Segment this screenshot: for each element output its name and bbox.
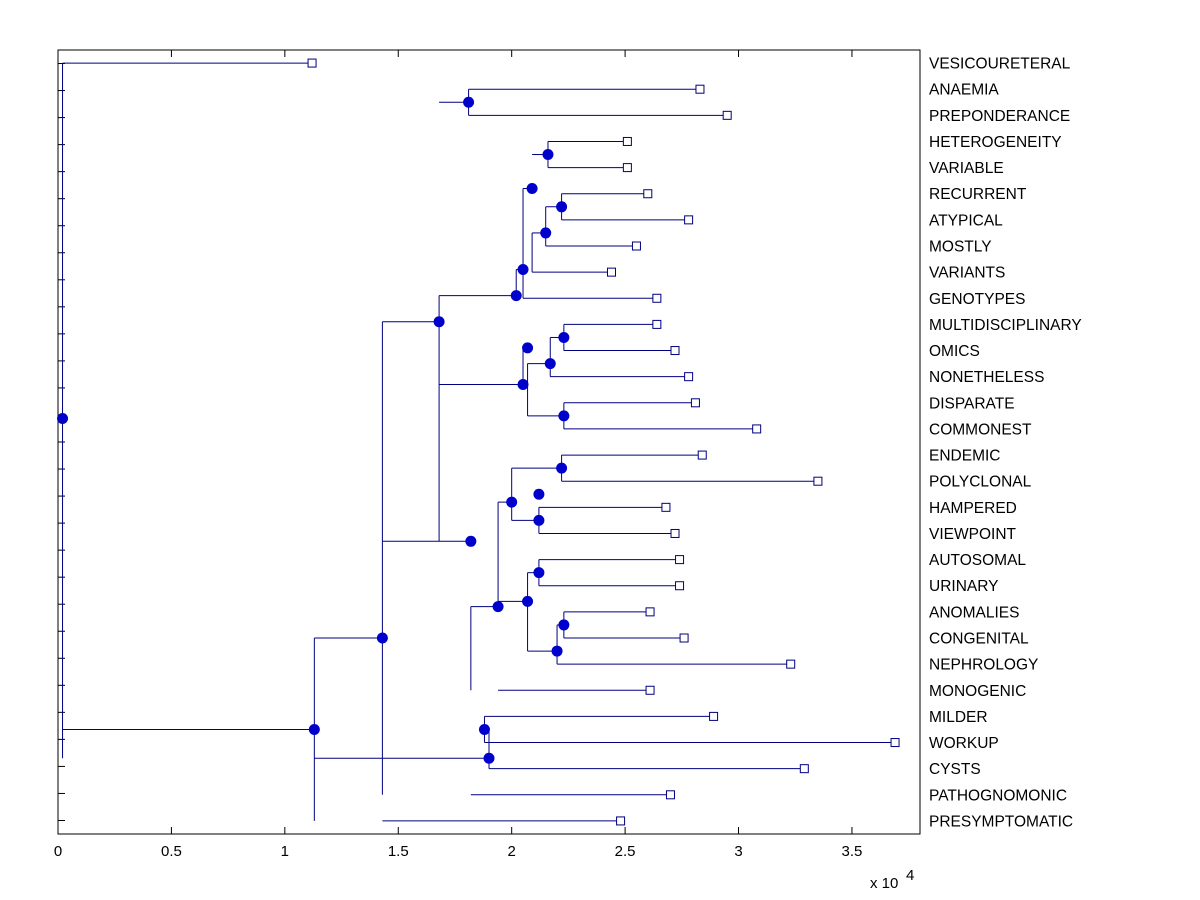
merge-node-marker [518,379,529,390]
merge-node-marker [511,290,522,301]
leaf-label: ANOMALIES [929,604,1020,622]
leaf-label: MULTIDISCIPLINARY [929,316,1082,334]
merge-node-marker [542,149,553,160]
leaf-label: MOSTLY [929,238,992,256]
merge-node-marker [545,358,556,369]
merge-node-marker [479,724,490,735]
leaf-marker [632,242,640,250]
merge-node-marker [558,410,569,421]
merge-node-marker [57,413,68,424]
leaf-marker [696,85,704,93]
leaf-marker [607,268,615,276]
leaf-label: VIEWPOINT [929,525,1016,543]
merge-node-marker [556,201,567,212]
leaf-marker [787,660,795,668]
leaf-label: OMICS [929,343,980,361]
merge-node-marker [522,596,533,607]
merge-node-marker [527,183,538,194]
leaf-label: ATYPICAL [929,212,1003,230]
leaf-label: URINARY [929,578,999,596]
leaf-marker [676,556,684,564]
leaf-marker [653,320,661,328]
leaf-marker [691,399,699,407]
merge-node-marker [309,724,320,735]
merge-node-marker [522,342,533,353]
leaf-label: GENOTYPES [929,290,1026,308]
leaf-marker [308,59,316,67]
merge-node-marker [506,497,517,508]
merge-node-marker [558,619,569,630]
leaf-label: VARIANTS [929,264,1006,282]
leaf-marker [653,294,661,302]
leaf-marker [698,451,706,459]
leaf-marker [671,529,679,537]
leaf-marker [623,137,631,145]
leaf-marker [646,686,654,694]
merge-node-marker [533,489,544,500]
leaf-label: CYSTS [929,761,981,779]
leaf-marker [814,477,822,485]
leaf-label: DISPARATE [929,395,1015,413]
leaf-marker [753,425,761,433]
x-tick-label: 2 [507,843,516,860]
merge-node-marker [434,316,445,327]
leaf-label: HETEROGENEITY [929,133,1062,151]
leaf-label: ANAEMIA [929,81,999,99]
merge-node-marker [533,515,544,526]
leaf-marker [666,791,674,799]
merge-node-marker [552,646,563,657]
x-axis-exponent-superscript: 4 [906,867,915,884]
leaf-marker [646,608,654,616]
leaf-label: CONGENITAL [929,630,1029,648]
leaf-marker [723,111,731,119]
x-tick-label: 1 [280,843,290,860]
leaf-label: PREPONDERANCE [929,107,1071,125]
leaf-label: PATHOGNOMONIC [929,787,1068,805]
leaf-label: VARIABLE [929,160,1004,178]
leaf-marker [623,164,631,172]
leaf-marker [710,712,718,720]
x-tick-label: 2.5 [614,843,636,860]
leaf-label: WORKUP [929,735,999,753]
leaf-label: NEPHROLOGY [929,656,1039,674]
leaf-marker [685,373,693,381]
merge-node-marker [465,536,476,547]
leaf-marker [671,347,679,355]
leaf-marker [676,582,684,590]
x-tick-label: 0.5 [160,843,182,860]
leaf-label: NONETHELESS [929,369,1045,387]
x-axis-exponent-label: x 10 [870,875,899,892]
leaf-label: COMMONEST [929,421,1032,439]
leaf-label: MILDER [929,708,988,726]
merge-node-marker [377,633,388,644]
merge-node-marker [484,753,495,764]
x-tick-label: 1.5 [387,843,409,860]
leaf-label: HAMPERED [929,499,1017,517]
x-tick-label: 0 [53,843,63,860]
merge-node-marker [518,264,529,275]
leaf-marker [617,817,625,825]
leaf-label: MONOGENIC [929,682,1027,700]
merge-node-marker [540,227,551,238]
leaf-label: POLYCLONAL [929,473,1032,491]
leaf-label: PRESYMPTOMATIC [929,813,1074,831]
leaf-marker [644,190,652,198]
leaf-label: VESICOURETERAL [929,55,1071,73]
leaf-marker [685,216,693,224]
x-tick-label: 3.5 [841,843,863,860]
merge-node-marker [533,567,544,578]
leaf-marker [662,503,670,511]
leaf-marker [800,765,808,773]
leaf-label: RECURRENT [929,186,1027,204]
leaf-label: ENDEMIC [929,447,1001,465]
merge-node-marker [463,97,474,108]
merge-node-marker [493,601,504,612]
x-tick-label: 3 [734,843,743,860]
merge-node-marker [556,463,567,474]
merge-node-marker [558,332,569,343]
leaf-marker [891,739,899,747]
leaf-marker [680,634,688,642]
leaf-label: AUTOSOMAL [929,552,1027,570]
